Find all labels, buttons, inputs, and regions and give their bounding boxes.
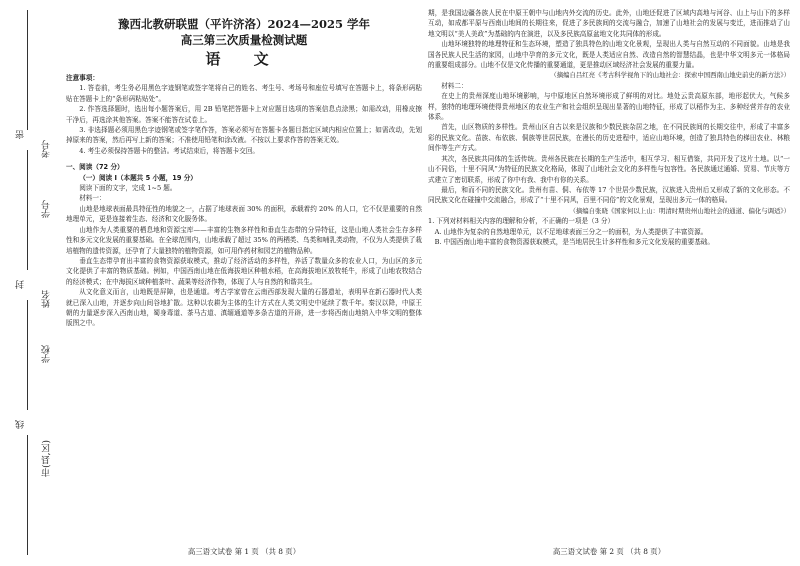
seal-char-feng: 封 (16, 280, 26, 289)
field-kaohao: 考号 (42, 140, 52, 158)
paragraph: 山地作为人类重要的栖息地和资源宝库——丰富的生物多样性和垂直生态带的分异特征，这是山地人类社会生存多样性和多元文化发展的重要基础。在全球范围内，山地承载了超过 35% 的两栖类、鸟类和哺乳类动物，不仅为人类提供了栽培植物的遗传资源，还孕育了大量独特的植物资源，如可用作药材和园艺的植物品种。 (66, 225, 422, 255)
seal-line (27, 10, 28, 130)
notice-item: 1. 答卷前，考生务必用黑色字迹钢笔或签字笔将自己的姓名、考生号、考场号和座位号填写在答题卡上，将条形码粘贴在答题卡上的“条形码粘贴处”。 (66, 84, 422, 103)
section-title: 一、阅读（72 分） (66, 163, 124, 172)
paragraph: 其次，各民族共同体的生活传统。贵州各民族在长期的生产生活中，相互学习、相互借鉴，共同开发了这片土地。以“一山不同俗，十里不同风”为特征的民族文化格局，体现了山地社会文化的多样性与包容性。各民族通过通婚、贸易、节庆等方式建立了密切联系，形成了你中有我、我中有你的关系。 (428, 154, 790, 184)
subject-title: 语 文 (205, 50, 283, 68)
page-one (66, 8, 422, 329)
paragraph: 山地是地球表面最具特征性的地貌之一，占据了地球表面 30% 的面积，承载着约 20% 的人口，它不仅是重要的自然地理单元，更是连接着生态、经济和文化服务体。 (66, 204, 422, 224)
option-a: A. 山地作为复杂的自然地理单元，以不足地球表面三分之一的面积，为人类提供了丰富资源。 (434, 227, 708, 236)
paragraph: 在史上的贵州深度山地环境影响，与中原地区自然环境形成了鲜明的对比。地处云贵高原东部，地形起伏大，气候多样，独特的地理环境使得贵州地区的农业生产和社会组织呈现出显著的山地特征，形成了以稻作为主、多种经营并存的农业体系。 (428, 92, 790, 122)
exam-title: 豫西北教研联盟（平许济洛）2024—2025 学年 (117, 17, 370, 31)
notice-item: 3. 非选择题必须用黑色字迹钢笔或签字笔作答，答案必须写在答题卡各题目指定区域内相应位置上；如需改动，先划掉原来的答案，然后再写上新的答案；不准使用铅笔和涂改液。不按以上要求作答的答案无效。 (66, 126, 422, 145)
seal-line (27, 300, 28, 410)
instruction: 阅读下面的文字，完成 1~5 题。 (79, 184, 177, 193)
seal-line (27, 150, 28, 270)
question: 1. 下列对材料相关内容的理解和分析，不正确的一项是（3 分） (428, 217, 615, 226)
notice-item: 4. 考生必须保持答题卡的整洁。考试结束后，将答题卡交回。 (79, 146, 260, 155)
seal-char-mi: 密 (16, 130, 26, 139)
subsection-title: （一）阅读 I（本题共 5 小题，19 分） (79, 173, 197, 182)
source-note: （摘编自吕红亮《考古科学视角下的山地社会：探索中国西南山地史前史的新方法》） (550, 71, 790, 80)
field-xuehao: 学号 (42, 200, 52, 218)
source-note: （摘编自张晓《国家何以上山：明清时期贵州山地社会的通道、偏化与调适》） (569, 206, 790, 215)
exam-subtitle: 高三第三次质量检测试题 (180, 33, 308, 47)
seal-line (27, 435, 28, 555)
binding-strip (0, 0, 60, 566)
paragraph: 期，是我国边疆各族人民在中原王朝中与山地内外交流的历史。此外，山地还促进了区域内高地与河谷、山上与山下的多样互动，如成都平原与西南山地间的长期往来，促进了多民族间的交流与融合，加速了山地社会的发展与变迁，进而推动了山地文明以“美人美政”为基础的内在演进，以及多民族高原盆地文化共同体的形成。 (428, 9, 790, 38)
page-footer: 高三语文试卷 第 2 页 （共 8 页） (552, 547, 666, 556)
notice-title: 注意事项： (66, 74, 99, 82)
field-xingming: 姓名 (42, 290, 52, 308)
paragraph: 山地环境独特的地理特征和生态环境，塑造了独具特色的山地文化景观，呈现出人类与自然互动的不同面貌。山地是我国各民族人民生活的家园，山地中孕育的多元文化，既是人类适应自然、改造自然的智慧结晶，也是中华文明多元一体格局的重要组成部分。山地不仅是文化传播的重要通道，更是推动区域经济社会发展的重要力量。 (428, 40, 790, 70)
paragraph: 最后，和而不同的民族文化。贵州有苗、侗、布依等 17 个世居少数民族，汉族进入贵州后又形成了新的文化形态。不同民族文化在碰撞中交流融合，形成了“十里不同风，百里不同俗”的文化景观，呈现出多元一体的格局。 (428, 185, 790, 205)
field-xuexiao: 学校 (42, 345, 52, 363)
material-label: 材料一： (79, 194, 106, 203)
paragraph: 从文化意义而言，山地既是屏障，也是通道。考古学家曾在云南西部发现大量的石器遗址，表明早在新石器时代人类就已深入山地，并逐步向山间谷地扩散。这种以农耕为主体的生计方式在人类文明史中延续了数千年。秦汉以降，中原王朝的力量逐步深入西南山地，蜀身毒道、茶马古道、滇缅通道等多条古道的开辟，进一步将西南山地纳入中华文明的整体版图之中。 (66, 288, 422, 328)
material-label: 材料二： (441, 81, 468, 90)
option-b: B. 中国西南山地丰富的食物资源获取模式，是当地居民生计多样性和多元文化发展的重要基础。 (434, 237, 714, 246)
page-two (428, 8, 790, 247)
paragraph: 首先，山区物质的多样性。贵州山区自古以来是汉族和少数民族杂居之地，在不同民族间的长期交往中，形成了丰富多彩的民族文化。苗族、布依族、侗族等世居民族，在漫长的历史进程中，适应山地环境，创造了独具特色的梯田农业、林粮间作等生产方式。 (428, 123, 790, 153)
seal-char-xian: 线 (16, 420, 26, 429)
paragraph: 垂直生态带孕育出丰富的食物资源获取模式，推动了经济活动的多样性，养活了数量众多的农业人口，为山区的多元文化提供了丰富的物质基础。例如，中国西南山地在低海拔地区种植水稻，在高海拔地区放牧牦牛，形成了山地农牧结合的经济模式；在中海拔区域种植茶叶、蔬果等经济作物，体现了人与自然的和谐共生。 (66, 256, 422, 286)
page-footer: 高三语文试卷 第 1 页 （共 8 页） (187, 547, 301, 556)
field-shi: 市(县,区) (42, 440, 52, 477)
notice-item: 2. 作答选择题时，选出每小题答案后，用 2B 铅笔把答题卡上对应题目选项的答案信息点涂黑；如需改动，用橡皮擦干净后，再选涂其他答案。答案不能答在试卷上。 (66, 105, 422, 124)
